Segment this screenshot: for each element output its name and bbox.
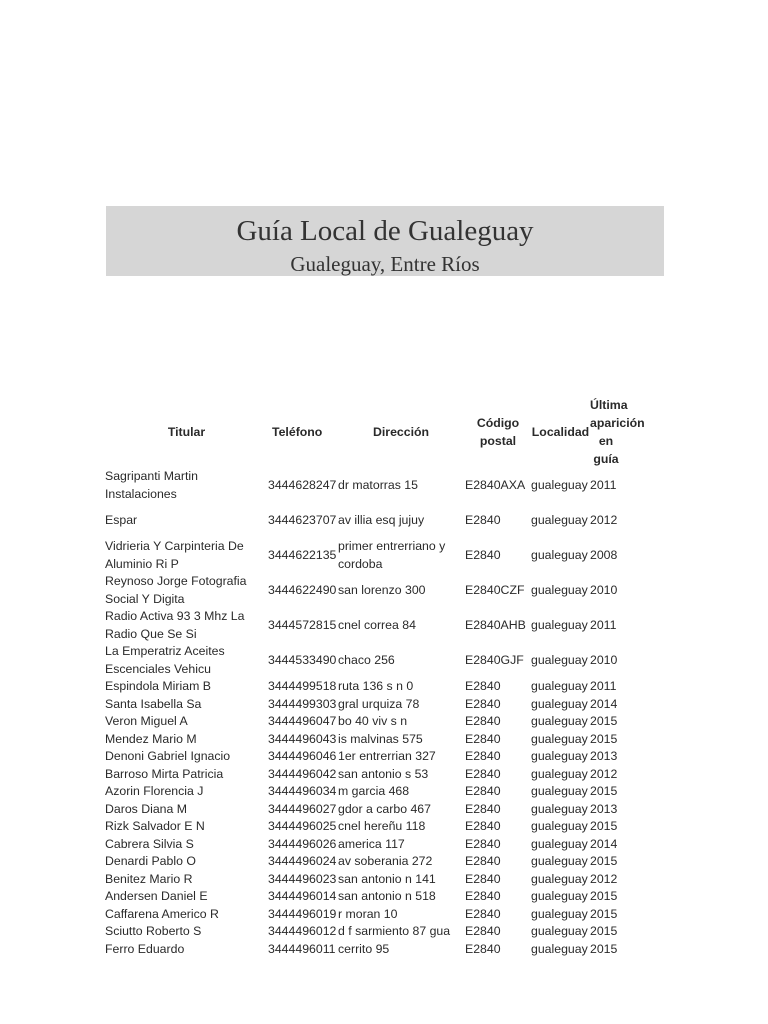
cell-titular: Reynoso Jorge Fotografia Social Y Digita (105, 574, 247, 606)
cell-direccion: m garcia 468 (338, 784, 410, 798)
cell-codigo-postal: E2840 (465, 512, 501, 527)
cell-direccion: cerrito 95 (338, 941, 390, 956)
cell-titular: Caffarena Americo R (105, 906, 219, 921)
cell-ultima-aparicion: 2012 (590, 512, 618, 527)
cell-direccion: bo 40 viv s n (338, 714, 408, 728)
cell-telefono: 3444499303 (268, 696, 337, 711)
cell-codigo-postal: E2840 (465, 871, 501, 886)
cell-telefono: 3444572815 (268, 617, 337, 632)
table-body (105, 468, 622, 958)
cell-telefono: 3444496047 (268, 714, 337, 728)
cell-telefono: 3444623707 (268, 512, 337, 527)
cell-localidad: gualeguay (531, 547, 588, 562)
cell-titular: Benitez Mario R (105, 871, 193, 886)
cell-titular: Veron Miguel A (105, 714, 188, 728)
cell-codigo-postal: E2840 (465, 749, 501, 763)
page-subtitle: Gualeguay, Entre Ríos (290, 252, 480, 276)
cell-direccion: cnel correa 84 (338, 617, 416, 632)
cell-titular: Daros Diana M (105, 801, 188, 816)
cell-titular: Rizk Salvador E N (105, 819, 205, 833)
cell-ultima-aparicion: 2012 (590, 871, 618, 886)
table-row (105, 573, 622, 608)
guide-header-banner (106, 206, 664, 276)
cell-localidad: gualeguay (531, 617, 588, 632)
cell-ultima-aparicion: 2011 (590, 477, 617, 492)
cell-titular: Ferro Eduardo (105, 941, 185, 956)
cell-localidad: gualeguay (531, 714, 588, 728)
table-row (105, 818, 622, 836)
cell-titular: La Emperatriz Aceites Escenciales Vehicu (105, 644, 225, 676)
cell-localidad: gualeguay (531, 854, 588, 868)
cell-localidad: gualeguay (531, 477, 588, 492)
cell-direccion: av illia esq jujuy (338, 512, 425, 527)
cell-telefono: 3444496026 (268, 836, 337, 851)
cell-codigo-postal: E2840 (465, 819, 501, 833)
cell-localidad: gualeguay (531, 749, 588, 763)
cell-codigo-postal: E2840 (465, 714, 501, 728)
table-row (105, 941, 622, 959)
cell-telefono: 3444496019 (268, 906, 337, 921)
column-header-ultima-aparicion: Última aparición en guía (590, 398, 645, 466)
cell-localidad: gualeguay (531, 819, 588, 833)
cell-ultima-aparicion: 2015 (590, 731, 618, 746)
cell-direccion: san antonio n 518 (338, 889, 436, 903)
cell-titular: Espindola Miriam B (105, 679, 211, 693)
cell-ultima-aparicion: 2010 (590, 652, 618, 667)
table-row (105, 538, 622, 573)
cell-telefono: 3444496043 (268, 731, 337, 746)
cell-codigo-postal: E2840 (465, 889, 501, 903)
cell-direccion: r moran 10 (338, 906, 398, 921)
column-header-titular: Titular (167, 425, 206, 439)
cell-telefono: 3444496042 (268, 766, 337, 781)
cell-titular: Barroso Mirta Patricia (105, 766, 224, 781)
table-row (105, 906, 622, 924)
cell-localidad: gualeguay (531, 889, 588, 903)
cell-localidad: gualeguay (531, 652, 588, 667)
cell-telefono: 3444496012 (268, 924, 337, 938)
cell-localidad: gualeguay (531, 836, 588, 851)
cell-localidad: gualeguay (531, 679, 588, 693)
cell-ultima-aparicion: 2013 (590, 749, 618, 763)
table-row (105, 468, 622, 503)
cell-localidad: gualeguay (531, 871, 588, 886)
cell-codigo-postal: E2840 (465, 731, 501, 746)
column-header-direccion: Dirección (373, 425, 430, 439)
cell-ultima-aparicion: 2014 (590, 836, 618, 851)
cell-direccion: primer entrerriano y cordoba (338, 539, 446, 571)
cell-localidad: gualeguay (531, 731, 588, 746)
cell-direccion: chaco 256 (338, 652, 395, 667)
cell-telefono: 3444622490 (268, 582, 337, 597)
cell-direccion: san antonio n 141 (338, 871, 436, 886)
cell-telefono: 3444533490 (268, 652, 337, 667)
cell-ultima-aparicion: 2013 (590, 801, 618, 816)
cell-titular: Cabrera Silvia S (105, 836, 194, 851)
table-row (105, 923, 622, 941)
column-header-codigo-postal: Código postal (476, 416, 520, 448)
table-row (105, 643, 622, 678)
cell-codigo-postal: E2840 (465, 924, 501, 938)
cell-codigo-postal: E2840 (465, 801, 501, 816)
cell-telefono: 3444496014 (268, 889, 337, 903)
cell-telefono: 3444496027 (268, 801, 337, 816)
cell-codigo-postal: E2840 (465, 679, 501, 693)
cell-ultima-aparicion: 2011 (590, 617, 617, 632)
cell-direccion: san antonio s 53 (338, 766, 429, 781)
cell-direccion: gdor a carbo 467 (338, 801, 431, 816)
cell-direccion: 1er entrerrian 327 (338, 749, 436, 763)
cell-ultima-aparicion: 2015 (590, 889, 618, 903)
column-header-telefono: Teléfono (272, 425, 323, 439)
cell-titular: Azorin Florencia J (105, 784, 204, 798)
cell-ultima-aparicion: 2015 (590, 906, 618, 921)
table-row (105, 836, 622, 854)
cell-titular: Sciutto Roberto S (105, 924, 202, 938)
cell-telefono: 3444496025 (268, 819, 337, 833)
cell-localidad: gualeguay (531, 941, 588, 956)
cell-ultima-aparicion: 2011 (590, 679, 617, 693)
table-row (105, 801, 622, 819)
cell-ultima-aparicion: 2015 (590, 941, 618, 956)
column-header-localidad: Localidad (531, 425, 590, 439)
cell-direccion: is malvinas 575 (338, 731, 423, 746)
cell-titular: Radio Activa 93 3 Mhz La Radio Que Se Si (105, 609, 245, 641)
cell-codigo-postal: E2840 (465, 941, 501, 956)
cell-direccion: america 117 (338, 836, 405, 851)
cell-codigo-postal: E2840 (465, 547, 501, 562)
listings-table (105, 396, 645, 958)
cell-telefono: 3444628247 (268, 477, 337, 492)
table-row (105, 503, 622, 538)
table-row (105, 853, 622, 871)
cell-ultima-aparicion: 2015 (590, 924, 618, 938)
cell-codigo-postal: E2840CZF (465, 582, 525, 597)
page-title: Guía Local de Gualeguay (236, 215, 534, 247)
cell-codigo-postal: E2840 (465, 696, 501, 711)
table-row (105, 713, 622, 731)
table-header-row (105, 396, 622, 468)
cell-localidad: gualeguay (531, 801, 588, 816)
cell-titular: Denardi Pablo O (105, 854, 196, 868)
table-row (105, 783, 622, 801)
cell-localidad: gualeguay (531, 784, 588, 798)
cell-telefono: 3444622135 (268, 547, 337, 562)
cell-direccion: gral urquiza 78 (338, 696, 420, 711)
cell-titular: Espar (105, 512, 138, 527)
table-row (105, 888, 622, 906)
cell-ultima-aparicion: 2012 (590, 766, 618, 781)
cell-direccion: san lorenzo 300 (338, 582, 426, 597)
cell-titular: Denoni Gabriel Ignacio (105, 749, 231, 763)
cell-direccion: dr matorras 15 (338, 477, 418, 492)
cell-codigo-postal: E2840 (465, 854, 501, 868)
cell-ultima-aparicion: 2014 (590, 696, 618, 711)
cell-direccion: av soberania 272 (338, 854, 433, 868)
cell-telefono: 3444496011 (268, 941, 336, 956)
cell-localidad: gualeguay (531, 766, 588, 781)
cell-telefono: 3444496024 (268, 854, 337, 868)
cell-direccion: d f sarmiento 87 gua (338, 924, 451, 938)
cell-codigo-postal: E2840GJF (465, 652, 524, 667)
table-row (105, 696, 622, 714)
cell-titular: Sagripanti Martin Instalaciones (105, 469, 198, 501)
table-row (105, 766, 622, 784)
cell-codigo-postal: E2840 (465, 836, 501, 851)
cell-localidad: gualeguay (531, 906, 588, 921)
cell-telefono: 3444499518 (268, 679, 337, 693)
cell-telefono: 3444496023 (268, 871, 337, 886)
cell-ultima-aparicion: 2015 (590, 714, 618, 728)
cell-titular: Mendez Mario M (105, 731, 197, 746)
cell-telefono: 3444496034 (268, 784, 337, 798)
cell-codigo-postal: E2840 (465, 906, 501, 921)
cell-localidad: gualeguay (531, 512, 588, 527)
cell-localidad: gualeguay (531, 924, 588, 938)
cell-titular: Andersen Daniel E (105, 889, 208, 903)
cell-titular: Vidrieria Y Carpinteria De Aluminio Ri P (105, 539, 244, 571)
cell-localidad: gualeguay (531, 582, 588, 597)
cell-ultima-aparicion: 2010 (590, 582, 618, 597)
cell-codigo-postal: E2840 (465, 766, 501, 781)
table-row (105, 871, 622, 889)
table-row (105, 608, 622, 643)
cell-telefono: 3444496046 (268, 749, 337, 763)
cell-codigo-postal: E2840 (465, 784, 501, 798)
cell-ultima-aparicion: 2015 (590, 784, 618, 798)
cell-ultima-aparicion: 2015 (590, 854, 618, 868)
table-row (105, 748, 622, 766)
table-row (105, 678, 622, 696)
cell-localidad: gualeguay (531, 696, 588, 711)
cell-ultima-aparicion: 2015 (590, 819, 618, 833)
cell-titular: Santa Isabella Sa (105, 696, 202, 711)
cell-direccion: ruta 136 s n 0 (338, 679, 414, 693)
table-row (105, 731, 622, 749)
cell-direccion: cnel hereñu 118 (338, 819, 426, 833)
cell-ultima-aparicion: 2008 (590, 547, 618, 562)
cell-codigo-postal: E2840AXA (465, 477, 526, 492)
cell-codigo-postal: E2840AHB (465, 617, 526, 632)
